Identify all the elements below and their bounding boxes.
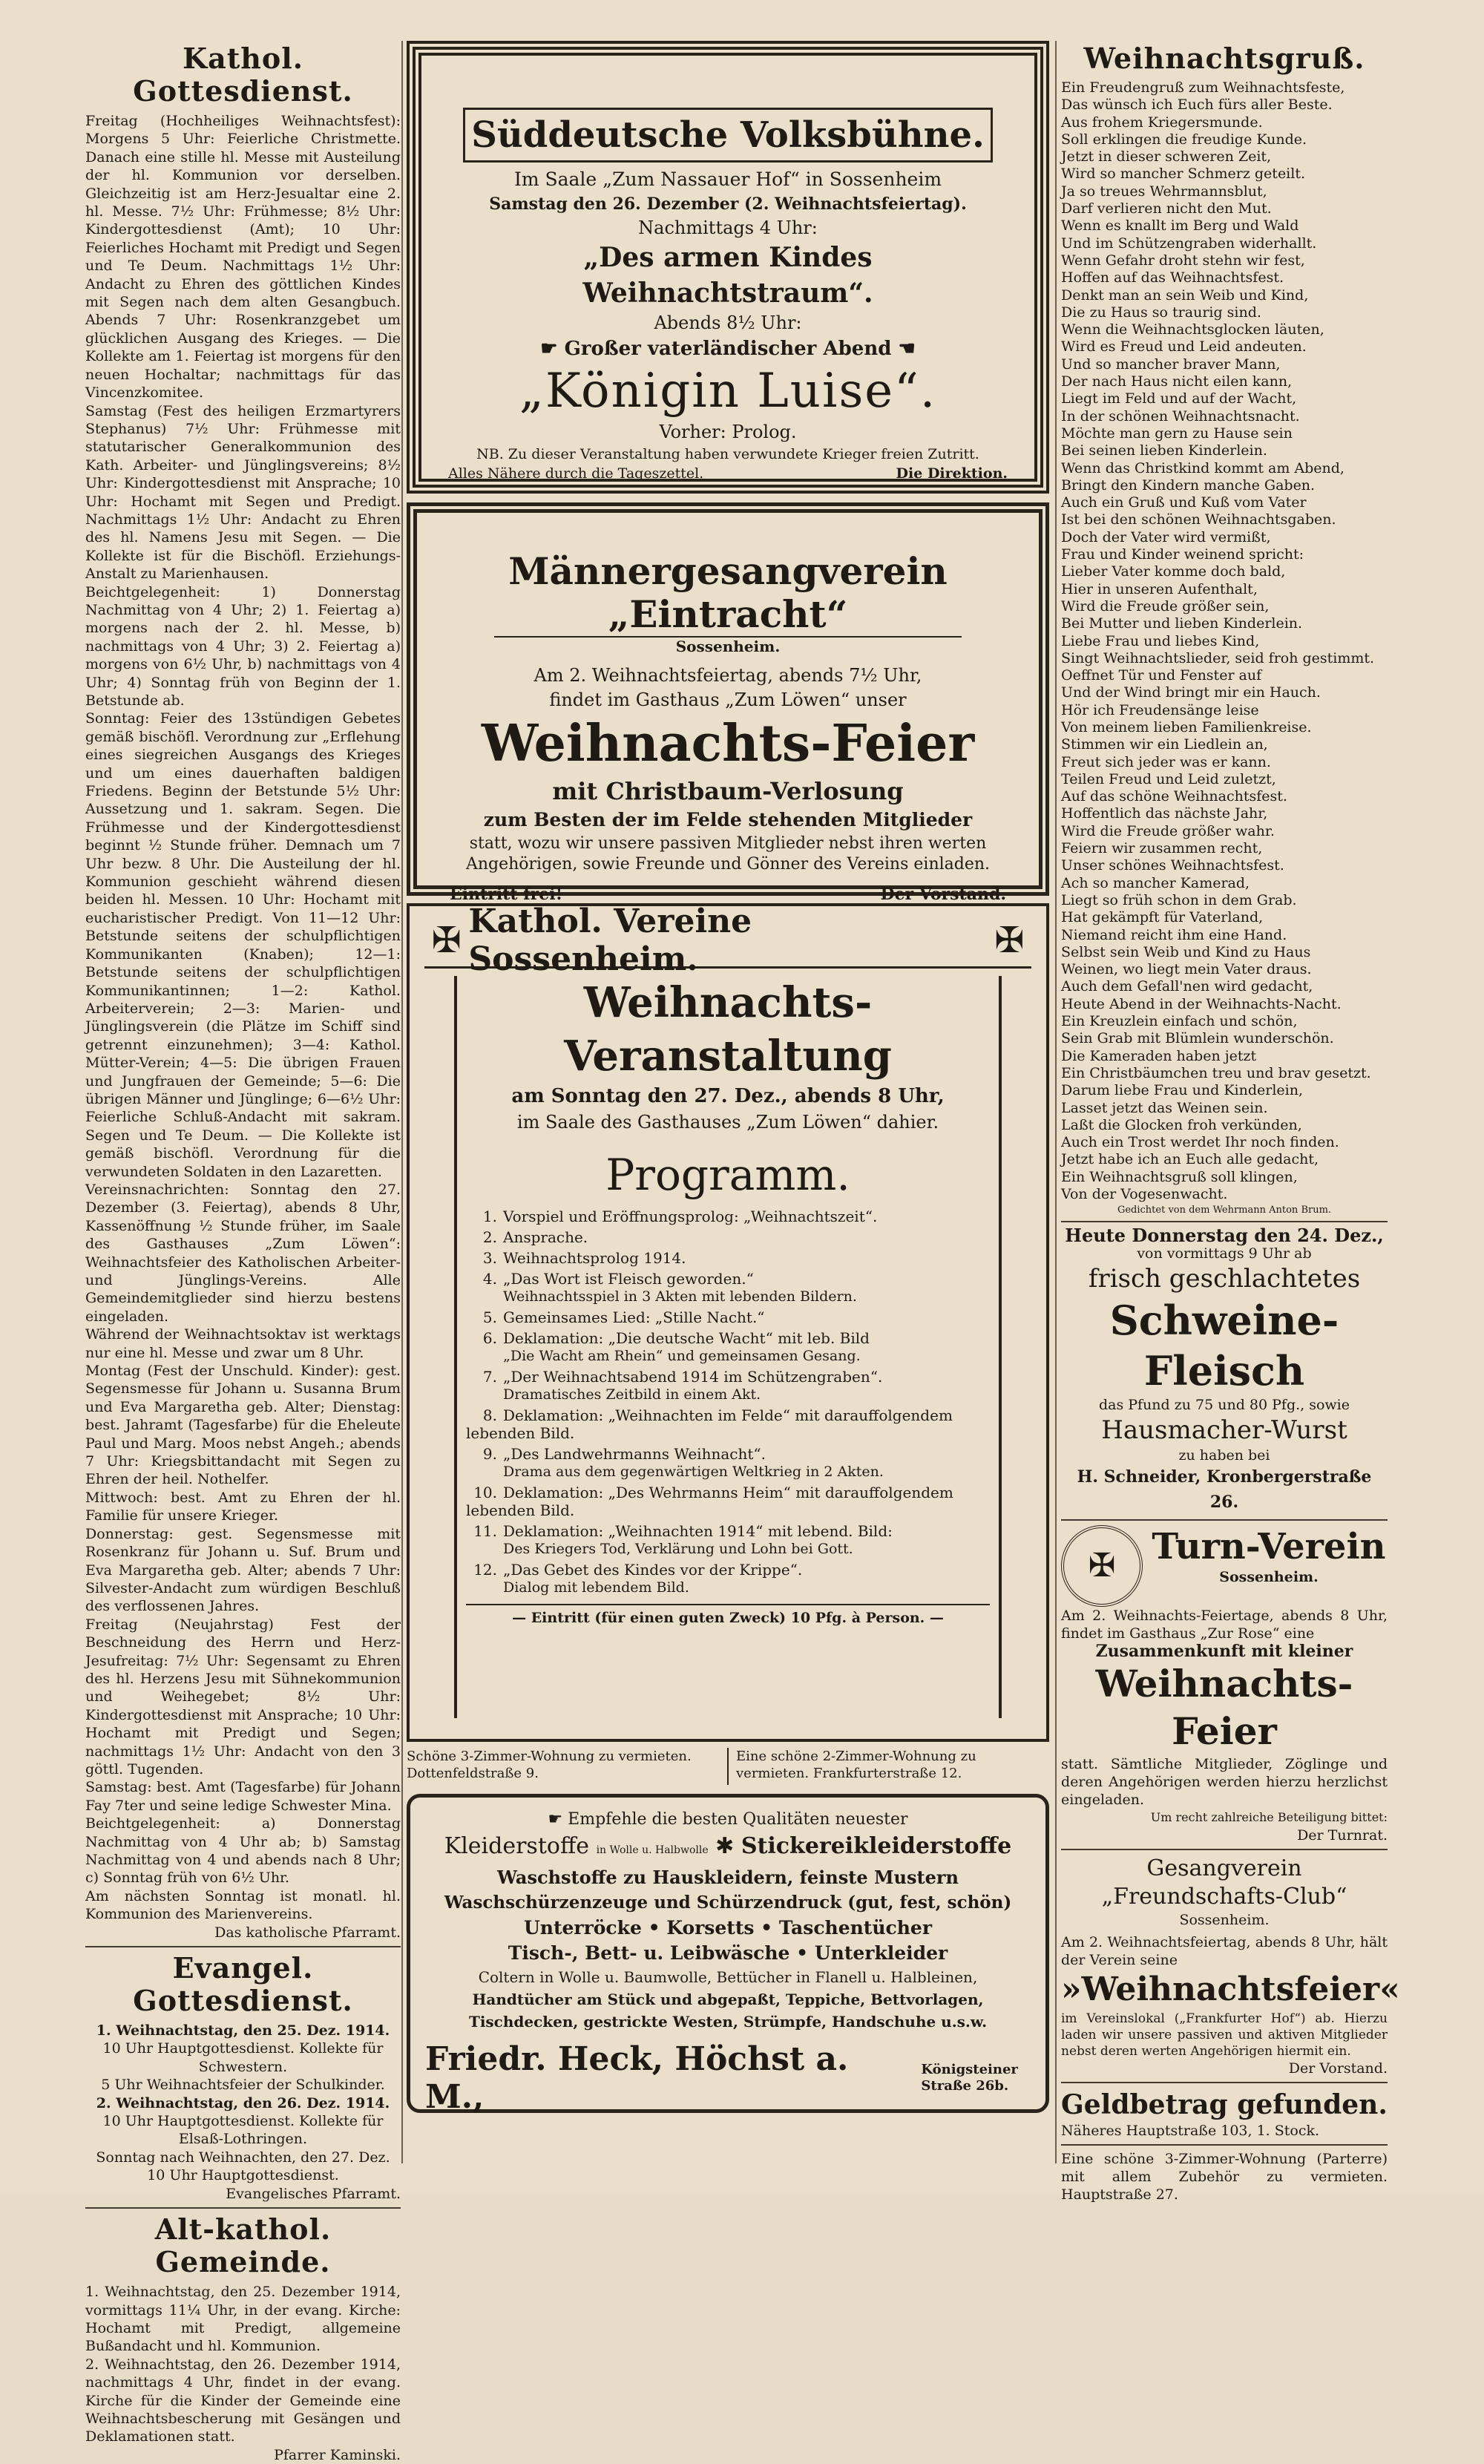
signature: Evangelisches Pfarramt. xyxy=(226,2185,401,2202)
programme-title: „Des Landwehrmanns Weihnacht“. xyxy=(503,1445,766,1463)
hand-pointer-icon: ☛ xyxy=(540,338,565,360)
poem-line: Denkt man an sein Weib und Kind, xyxy=(1061,286,1309,304)
poem-line: Hör ich Freudensänge leise xyxy=(1061,701,1259,718)
programme-subtitle: „Die Wacht am Rhein“ und gemeinsamen Gesang. xyxy=(503,1348,861,1364)
ad-line: zum Besten der im Felde stehenden Mitglieder xyxy=(483,809,973,830)
ad-title: Gesangverein xyxy=(1146,1855,1302,1882)
poem-line: Die zu Haus so traurig sind. xyxy=(1061,304,1261,321)
ad-line: H. Schneider, Kronbergerstraße 26. xyxy=(1077,1467,1372,1513)
poem-line: Ein Freudengruß zum Weihnachtsfeste, xyxy=(1061,79,1345,96)
programme-title: „Der Weihnachtsabend 1914 im Schützengraben“. xyxy=(503,1368,883,1386)
poem-line: Hoffen auf das Weihnachtsfest. xyxy=(1061,269,1284,286)
poem-line: Wird es Freud und Leid andeuten. xyxy=(1061,338,1307,355)
programme-title: „Das Gebet des Kindes vor der Krippe“. xyxy=(503,1561,803,1579)
paragraph: Sonntag: Feier des 13stündigen Gebetes gemäß bischöfl. Verordnung zur „Erflehung eines siegreichen Ausgangs des Krieges und um eines dauerhaften baldigen Friedens. Beginn der Betstunde 5½ Uhr: Aussetzung und 1. sakram. Segen. Die Frühmesse und der Kindergottesdienst beginnt ½ Stunde früher. Demnach um 7 Uhr bezw. 8 Uhr. Die Austeilung der hl. Kommunion geschieht während diesen beiden hl. Messen. 10 Uhr: Hochamt mit eucharistischer Predigt. Von 11—12 Uhr: Betstunde seitens der schulpflichtigen Kommunikanten (Knaben); 12—1: Betstunde seitens der schulpflichtigen Kommunikantinnen; 1—2: Kathol. Arbeiterverein; 2—3: Marien- und Jünglingsverein (die Plätze im Schiff sind getrennt einzunehmen); 3—4: Kathol. Mütter-Verein; 4—5: Die übrigen Frauen und Jungfrauen der Gemeinde; 5—6: Die übrigen Männer und Jünglinge; 6—6½ Uhr: Feierliche Schluß-Andacht mit sakram. Segen und Te Deum. — Die Kollekte ist gemäß bischöfl. Verordnung für die verwundeten Soldaten in den Lazaretten. xyxy=(85,710,401,1180)
paragraph: Samstag (Fest des heiligen Erzmartyrers Stephanus) 7½ Uhr: Frühmesse mit statutarischer Generalkommunion des Kath. Arbeiter- und Jünglingsvereins; 8½ Uhr: Kindergottesdienst mit Ansprache; 10 Uhr: Hochamt mit Segen und Predigt. Nachmittags 1½ Uhr: Andacht zu Ehren des hl. Namens Jesu mit Segen. — Die Kollekte ist für die Bischöfl. Erziehungs-Anstalt zu Marienhausen. xyxy=(85,402,401,583)
programme-item xyxy=(466,1228,990,1246)
ad-line: Am 2. Weihnachtsfeiertag, abends 8 Uhr, hält der Verein seine xyxy=(1061,1934,1388,1969)
poem-line: Doch der Vater wird vermißt, xyxy=(1061,528,1271,545)
poem-line: Bei seinen lieben Kinderlein. xyxy=(1061,442,1267,459)
programme-number: 3. xyxy=(482,1249,497,1267)
programme-number: 7. xyxy=(482,1368,497,1386)
poem-line: Auch ein Gruß und Kuß vom Vater xyxy=(1061,494,1307,511)
divider xyxy=(85,2207,401,2209)
paragraph: 2. Weihnachtstag, den 26. Dezember 1914, nachmittags 4 Uhr, findet in der evang. Kirche für die Kinder der Gemeinde eine Weihnachtsbescherung mit Gesängen und Deklamationen statt. xyxy=(85,2356,401,2445)
programme-item xyxy=(466,1368,990,1403)
ad-header xyxy=(424,902,1031,978)
programme-item xyxy=(466,1270,990,1305)
ad-title: Süddeutsche Volksbühne. xyxy=(463,108,993,163)
programme-title: Deklamation: „Weihnachten 1914“ mit lebend. Bild: xyxy=(503,1522,893,1540)
ad-signature: Der Vorstand. xyxy=(880,885,1006,904)
ad-line: zu haben bei xyxy=(1178,1447,1270,1464)
poem-author: Gedichtet von dem Wehrmann Anton Brum. xyxy=(1117,1205,1332,1216)
ad-line: Sossenheim. xyxy=(494,636,962,655)
signature: Das katholische Pfarramt. xyxy=(214,1924,401,1941)
left-column xyxy=(85,41,401,2463)
programme-number: 6. xyxy=(482,1329,497,1347)
turnverein-ad xyxy=(1061,1525,1388,1844)
ad-big: Schweine-Fleisch xyxy=(1109,1297,1339,1395)
poem-line: Ein Weihnachtsgruß soll klingen, xyxy=(1061,1168,1298,1185)
poem-line: Ist bei den schönen Weihnachtsgaben. xyxy=(1061,511,1336,528)
ad-line-pointing xyxy=(425,1808,1031,1832)
ad-line: — Eintritt (für einen guten Zweck) 10 Pfg. à Person. — xyxy=(512,1610,944,1626)
ad-text: Kleiderstoffe xyxy=(444,1833,590,1859)
ad-line: im Saale des Gasthauses „Zum Löwen“ dahier. xyxy=(516,1112,939,1133)
programme-item xyxy=(466,1561,990,1596)
poem-line: Heute Abend in der Weihnachts-Nacht. xyxy=(1061,995,1342,1012)
programme-subtitle: Des Kriegers Tod, Verklärung und Lohn bei Gott. xyxy=(503,1541,853,1557)
ad-line: Zusammenkunft mit kleiner xyxy=(1095,1642,1353,1662)
poem-line: Hat gekämpft für Vaterland, xyxy=(1061,909,1264,926)
programme-number: 8. xyxy=(482,1406,497,1424)
poem-line: Frau und Kinder weinend spricht: xyxy=(1061,546,1304,563)
ad-line: von vormittags 9 Uhr ab xyxy=(1137,1245,1312,1262)
poem-line: Wird so mancher Schmerz geteilt. xyxy=(1061,166,1306,183)
ad-frame xyxy=(454,976,1002,1718)
divider xyxy=(1061,1221,1388,1222)
poem-line: Wenn das Christkind kommt am Abend, xyxy=(1061,459,1345,476)
ad-line: NB. Zu dieser Veranstaltung haben verwundete Krieger freien Zutritt. xyxy=(476,446,979,462)
paragraph: Beichtgelegenheit: 1) Donnerstag Nachmittag von 4 Uhr; 2) 1. Feiertag a) morgens nach der 2. hl. Messe, b) nachmittags von 4 Uhr; 3) 2. Feiertag a) morgens von 6½ Uhr, b) nachmittags von 4 Uhr; 4) Sonntag früh von Beginn der 1. Betstunde ab. xyxy=(85,583,401,709)
gymnastics-emblem-icon: ✠ xyxy=(1061,1525,1143,1607)
ad-line: Waschschürzenzeuge und Schürzendruck (gut, fest, schön) xyxy=(444,1893,1012,1913)
programme-title: Deklamation: „Weihnachten im Felde“ mit darauffolgendem lebenden Bild. xyxy=(466,1406,953,1442)
ad-line: Am 2. Weihnachts-Feiertage, abends 8 Uhr, findet im Gasthaus „Zur Rose“ eine xyxy=(1061,1608,1388,1642)
ad-line: Tisch-, Bett- u. Leibwäsche • Unterkleider xyxy=(508,1942,948,1964)
poem-line: Ein Kreuzlein einfach und schön, xyxy=(1061,1013,1298,1030)
lost-money-ad xyxy=(1061,2088,1388,2140)
ad-big: Weihnachts-Feier xyxy=(481,714,975,773)
poem-line: Wenn es knallt im Berg und Wald xyxy=(1061,217,1299,235)
programme-subtitle: Dramatisches Zeitbild in einem Akt. xyxy=(503,1386,761,1403)
ad-signature: Die Direktion. xyxy=(896,465,1008,482)
cross-icon: ✠ xyxy=(431,919,462,961)
poem-line: Liebe Frau und liebes Kind, xyxy=(1061,632,1260,649)
ad-title: Kathol. Vereine Sossenheim. xyxy=(468,902,752,978)
programme-list xyxy=(466,1208,990,1596)
ad-title: Männergesangverein „Eintracht“ xyxy=(508,549,948,636)
signature: Pfarrer Kaminski. xyxy=(274,2446,401,2463)
programme-subtitle: Drama aus dem gegenwärtigen Weltkrieg in 2 Akten. xyxy=(503,1464,884,1480)
ad-line: „Des armen Kindes Weihnachtstraum“. xyxy=(582,242,873,309)
programme-item xyxy=(466,1249,990,1267)
poem-line: Die Kameraden haben jetzt xyxy=(1061,1047,1257,1064)
programme-item xyxy=(466,1208,990,1225)
middle-column xyxy=(407,41,1049,2171)
catholic-associations-ad xyxy=(407,903,1049,1742)
paragraph: 1. Weihnachtstag, den 25. Dezember 1914, vormittags 11¼ Uhr, in der evang. Kirche: Hochamt mit Predigt, allgemeine Bußandacht und hl. Kommunion. xyxy=(85,2284,401,2355)
programme-number: 12. xyxy=(473,1561,497,1579)
right-column xyxy=(1061,41,1400,2203)
poem-line: Auch ein Trost werdet Ihr noch finden. xyxy=(1061,1134,1339,1151)
poem-line: Und im Schützengraben widerhallt. xyxy=(1061,235,1317,252)
ad-text: Alles Nähere durch die Tageszettel. xyxy=(448,465,704,482)
poem-line: Selbst sein Weib und Kind zu Haus xyxy=(1061,943,1311,960)
ad-line: frisch geschlachtetes xyxy=(1088,1264,1361,1294)
small-ads-row xyxy=(407,1748,1049,1785)
poem-line: Lieber Vater komme doch bald, xyxy=(1061,563,1286,580)
poem-line: Weinen, wo liegt mein Vater draus. xyxy=(1061,961,1312,978)
ad-text: in Wolle u. Halbwolle xyxy=(596,1844,709,1856)
poem-line: Hoffentlich das nächste Jahr, xyxy=(1061,805,1268,822)
ad-line: mit Christbaum-Verlosung xyxy=(552,777,904,805)
catholic-service-heading: Kathol. Gottesdienst. xyxy=(133,42,353,108)
programme-number: 2. xyxy=(482,1228,497,1246)
cross-icon: ✠ xyxy=(994,919,1025,961)
old-catholic-text xyxy=(85,2283,401,2464)
ad-line: statt. Sämtliche Mitglieder, Zöglinge und deren Angehörigen werden hierzu herzlichst eingeladen. xyxy=(1061,1756,1388,1809)
divider xyxy=(85,1946,401,1947)
poem-line: Teilen Freud und Leid zuletzt, xyxy=(1061,770,1276,787)
catholic-service-text xyxy=(85,112,401,1942)
poem-line: Von meinem lieben Familienkreise. xyxy=(1061,718,1312,735)
paragraph: 5 Uhr Weihnachtsfeier der Schulkinder. xyxy=(101,2077,385,2094)
poem-line: Sein Grab mit Blümlein wunderschön. xyxy=(1061,1030,1334,1047)
paragraph: Freitag (Hochheiliges Weihnachtsfest): Morgens 5 Uhr: Feierliche Christmette. Danach eine stille hl. Messe mit Austeilung der hl. Kommunion vor derselben. Gleichzeitig ist am Herz-Jesualtar eine 2. hl. Messe. 7½ Uhr: Frühmesse; 8½ Uhr: Kindergottesdienst (Amt); 10 Uhr: Feierliches Hochamt mit Predigt und Segen und Te Deum. Nachmittags 1½ Uhr: Andacht zu Ehren des göttlichen Kindes mit Segen nach dem alten Gesangbuch. Abends 7 Uhr: Rosenkranzgebet um glücklichen Ausgang des Krieges. — Die Kollekte am 1. Feiertag ist morgens für den neuen Hochaltar; nachmittags für das Vincenzkomitee. xyxy=(85,113,401,402)
divider xyxy=(1061,2144,1388,2146)
poem-line: Und so mancher braver Mann, xyxy=(1061,355,1281,373)
ad-big: Weihnachts-Feier xyxy=(1095,1662,1353,1754)
ad-title: Turn-Verein xyxy=(1152,1526,1386,1568)
poem-line: Feiern wir zusammen recht, xyxy=(1061,840,1263,857)
ad-line-pointing xyxy=(448,335,1008,363)
programme-item xyxy=(466,1406,990,1442)
paragraph: Samstag: best. Amt (Tagesfarbe) für Johann Fay 7ter und seine ledige Schwester Mina. xyxy=(85,1779,401,1814)
programme-title: Deklamation: „Des Wehrmanns Heim“ mit darauffolgendem lebenden Bild. xyxy=(466,1484,953,1519)
ad-header-text xyxy=(1150,1525,1388,1586)
poem-heading: Weihnachtsgruß. xyxy=(1083,42,1365,75)
programme-item xyxy=(466,1522,990,1558)
poem-line: Und der Wind bringt mir ein Hauch. xyxy=(1061,684,1321,701)
ad-line: findet im Gasthaus „Zum Löwen“ unser xyxy=(549,689,907,710)
small-ad: Eine schöne 2-Zimmer-Wohnung zu vermieten. Frankfurterstraße 12. xyxy=(736,1749,976,1781)
ad-line: Unterröcke • Korsetts • Taschentücher xyxy=(523,1917,932,1939)
ad-footer xyxy=(448,464,1008,483)
paragraph: Mittwoch: best. Amt zu Ehren der hl. Familie für unsere Krieger. xyxy=(85,1489,401,1524)
programme-number: 10. xyxy=(473,1484,497,1501)
poem-line: Niemand reicht ihm eine Hand. xyxy=(1061,926,1287,943)
divider xyxy=(1061,2082,1388,2083)
ad-text: Großer vaterländischer Abend xyxy=(564,338,892,360)
poem-line: Jetzt habe ich an Euch alle gedacht, xyxy=(1061,1151,1319,1168)
poem-line: Aus frohem Kriegersmunde. xyxy=(1061,114,1263,131)
paragraph: Sonntag nach Weihnachten, den 27. Dez. 10 Uhr Hauptgottesdienst. xyxy=(96,2149,390,2184)
ad-title: „Freundschafts-Club“ xyxy=(1101,1884,1347,1910)
ad-line: Waschstoffe zu Hauskleidern, feinste Mustern xyxy=(497,1867,959,1888)
poem-line: In der schönen Weihnachtsnacht. xyxy=(1061,407,1300,425)
ad-line: Im Saale „Zum Nassauer Hof“ in Sossenheim xyxy=(513,168,942,190)
programme-title: Vorspiel und Eröffnungsprolog: „Weihnachtszeit“. xyxy=(503,1208,878,1225)
ad-text: Eintritt frei! xyxy=(450,885,563,904)
hand-pointer-icon: ☚ xyxy=(891,338,916,360)
poem-line: Wird die Freude größer sein, xyxy=(1061,597,1270,615)
ad-line: am Sonntag den 27. Dez., abends 8 Uhr, xyxy=(511,1085,945,1107)
programme-number: 9. xyxy=(482,1445,497,1463)
ad-business-name: Friedr. Heck, Höchst a. M., xyxy=(425,2040,849,2116)
ad-address: Königsteiner Straße 26b. xyxy=(921,2062,1018,2094)
programme-item xyxy=(466,1445,990,1481)
poem-line: Darum liebe Frau und Kinderlein, xyxy=(1061,1082,1303,1099)
programme-title: Ansprache. xyxy=(503,1228,588,1246)
programme-item xyxy=(466,1308,990,1326)
programme-title: Deklamation: „Die deutsche Wacht“ mit leb. Bild xyxy=(503,1329,870,1347)
ad-line: das Pfund zu 75 und 80 Pfg., sowie xyxy=(1098,1397,1350,1414)
ad-line: Sossenheim. xyxy=(1179,1912,1270,1929)
ad-line: Coltern in Wolle u. Baumwolle, Bettücher in Flanell u. Halbleinen, xyxy=(478,1968,978,1986)
ad-line: Hausmacher-Wurst xyxy=(1101,1415,1347,1446)
poem-line: Oeffnet Tür und Fenster auf xyxy=(1061,667,1262,684)
ad-big: Weihnachts-Veranstaltung xyxy=(564,978,892,1081)
poem-line: Möchte man gern zu Hause sein xyxy=(1061,425,1293,442)
ad-line: im Vereinslokal („Frankfurter Hof“) ab. Hierzu laden wir unsere passiven und aktiven Mitglieder nebst deren werten Angehörigen hiermit ein. xyxy=(1061,2011,1388,2060)
programme-item xyxy=(466,1329,990,1365)
ad-text: Empfehle die besten Qualitäten neuester xyxy=(568,1810,908,1829)
evangelical-service-heading: Evangel. Gottesdienst. xyxy=(133,1951,353,2018)
ad-footer xyxy=(425,2040,1031,2116)
poem-line: Stimmen wir ein Liedlein an, xyxy=(1061,736,1268,753)
paragraph: Montag (Fest der Unschuld. Kinder): gest. Segensmesse für Johann u. Susanna Brum und Eva Margaretha geb. Alter; Dienstag: best. Jahramt (Tagesfarbe) für die Eheleute Paul und Marg. Moos nebst Angeh.; abends 7 Uhr: Kriegsbittandacht mit Segen zu Ehren der heil. Nothelfer. xyxy=(85,1363,401,1488)
poem-line: Bei Mutter und lieben Kinderlein. xyxy=(1061,615,1303,632)
programme-subtitle: Dialog mit lebendem Bild. xyxy=(503,1579,689,1596)
volksbuehne-ad xyxy=(407,41,1049,494)
column-rule-right xyxy=(1055,41,1057,2163)
poem-line: Lasset jetzt das Weinen sein. xyxy=(1061,1099,1268,1116)
paragraph: Beichtgelegenheit: a) Donnerstag Nachmittag von 4 Uhr ab; b) Samstag Nachmittag von 4 und abends nach 8 Uhr; c) Sonntag früh von 6½ Uhr. xyxy=(85,1815,401,1887)
ad-line: Nachmittags 4 Uhr: xyxy=(638,217,818,238)
programme-title: „Das Wort ist Fleisch geworden.“ xyxy=(503,1270,754,1288)
ad-signature: Der Vorstand. xyxy=(1288,2060,1388,2077)
poem-line: Hier in unseren Aufenthalt, xyxy=(1061,580,1258,597)
paragraph: Während der Weihnachtsoktav ist werktags nur eine hl. Messe und zwar um 8 Uhr. xyxy=(85,1326,401,1361)
poem-line: Freut sich jeder was er kann. xyxy=(1061,753,1271,770)
programme-number: 5. xyxy=(482,1308,497,1326)
ad-line: Abends 8½ Uhr: xyxy=(654,312,802,333)
programme-number: 4. xyxy=(482,1270,497,1288)
paragraph: 2. Weihnachtstag, den 26. Dez. 1914. xyxy=(96,2094,390,2111)
poem-line: Wenn Gefahr droht stehn wir fest, xyxy=(1061,252,1305,269)
poem-line: Liegt so früh schon in dem Grab. xyxy=(1061,891,1297,908)
paragraph: Donnerstag: gest. Segensmesse mit Rosenkranz für Johann u. Suf. Brum und Eva Margaretha geb. Alter; abends 7 Uhr: Silvester-Andacht zum würdigen Beschluß des verflossenen Jahres. xyxy=(85,1525,401,1615)
poem-line: Singt Weihnachtslieder, seid froh gestimmt. xyxy=(1061,649,1375,666)
ad-line: „Königin Luise“. xyxy=(519,364,937,419)
programme-item xyxy=(466,1484,990,1519)
poem-line: Das wünsch ich Euch fürs aller Beste. xyxy=(1061,96,1333,114)
programme-subtitle: Weihnachtsspiel in 3 Akten mit lebenden Bildern. xyxy=(503,1288,857,1305)
poem-line: Von der Vogesenwacht. xyxy=(1061,1186,1228,1202)
butcher-ad xyxy=(1061,1227,1388,1515)
heck-textiles-ad xyxy=(407,1794,1049,2116)
ad-title: Geldbetrag gefunden. xyxy=(1061,2089,1388,2121)
ad-signature: Der Turnrat. xyxy=(1297,1827,1388,1844)
poem xyxy=(1061,79,1388,1203)
programme-title: Weihnachtsprolog 1914. xyxy=(503,1249,686,1267)
poem-line: Ja so treues Wehrmannsblut, xyxy=(1061,183,1267,200)
ad-header xyxy=(1061,1525,1388,1607)
ad-text: Stickereikleiderstoffe xyxy=(741,1833,1012,1859)
poem-line: Laßt die Glocken froh verkünden, xyxy=(1061,1116,1302,1133)
poem-line: Ach so mancher Kamerad, xyxy=(1061,874,1250,891)
paragraph: 1. Weihnachtstag, den 25. Dez. 1914. xyxy=(96,2022,390,2039)
poem-line: Bringt den Kindern manche Gaben. xyxy=(1061,476,1316,494)
poem-line: Soll erklingen die freudige Kunde. xyxy=(1061,131,1307,148)
apartment-ad: Eine schöne 3-Zimmer-Wohnung (Parterre) mit allem Zubehör zu vermieten. Hauptstraße 27. xyxy=(1061,2151,1388,2203)
ad-line: Um recht zahlreiche Beteiligung bittet: xyxy=(1150,1810,1388,1825)
poem-line: Wenn die Weihnachtsglocken läuten, xyxy=(1061,321,1324,338)
poem-line: Auch dem Gefall'nen wird gedacht, xyxy=(1061,978,1313,995)
poem-line: Liegt im Feld und auf der Wacht, xyxy=(1061,390,1297,407)
paragraph: Am nächsten Sonntag ist monatl. hl. Kommunion des Marienvereins. xyxy=(85,1887,401,1923)
poem-line: Auf das schöne Weihnachtsfest. xyxy=(1061,788,1287,805)
eintracht-ad xyxy=(407,502,1049,904)
ad-line: Sossenheim. xyxy=(1219,1569,1319,1586)
ad-line: Samstag den 26. Dezember (2. Weihnachtsfeiertag). xyxy=(489,194,967,214)
ad-line: Kleiderstoffe in Wolle u. Halbwolle ✱ Stickereikleiderstoffe xyxy=(444,1833,1012,1859)
poem-line: Ein Christbäumchen treu und brav gesetzt. xyxy=(1061,1064,1371,1081)
ad-line: Heute Donnerstag den 24. Dez., xyxy=(1065,1225,1384,1247)
ad-line: Handtücher am Stück und abgepaßt, Teppiche, Bettvorlagen, xyxy=(472,1990,984,2008)
paragraph: 10 Uhr Hauptgottesdienst. Kollekte für Elsaß-Lothringen. xyxy=(102,2113,384,2148)
poem-line: Jetzt in dieser schweren Zeit, xyxy=(1061,148,1272,166)
paragraph: Freitag (Neujahrstag) Fest der Beschneidung des Herrn und Herz-Jesufreitag: 7½ Uhr: Segensamt zu Ehren des hl. Herzens Jesu mit Sühnekommunion und Weihegebet; 8½ Uhr: Kindergottesdienst mit Ansprache; 10 Uhr: Hochamt mit Predigt und Segen; nachmittags 1½ Uhr: Andacht von den 3 göttl. Tugenden. xyxy=(85,1616,401,1777)
programme-number: 11. xyxy=(473,1522,497,1540)
programme-number: 1. xyxy=(482,1208,497,1225)
evangelical-service-text xyxy=(85,2022,401,2203)
divider xyxy=(1061,1519,1388,1521)
divider xyxy=(1061,1849,1388,1850)
poem-line: Wird die Freude größer wahr. xyxy=(1061,822,1275,839)
ad-line: Am 2. Weihnachtsfeiertag, abends 7½ Uhr, xyxy=(533,665,922,686)
programme-heading: Programm. xyxy=(605,1150,850,1200)
freundschaftsclub-ad xyxy=(1061,1855,1400,2077)
programme-title: Gemeinsames Lied: „Stille Nacht.“ xyxy=(503,1308,765,1326)
poem-line: Darf verlieren nicht den Mut. xyxy=(1061,200,1272,217)
paragraph: Vereinsnachrichten: Sonntag den 27. Dezember (3. Feiertag), abends 8 Uhr, Kassenöffnung ½ Stunde früher, im Saale des Gasthauses „Zum Löwen“: Weihnachtsfeier des Katholischen Arbeiter- und Jünglings-Vereins. Alle Gemeindemitglieder sind hierzu bestens eingeladen. xyxy=(85,1181,401,1325)
hand-pointer-icon: ☛ xyxy=(548,1810,568,1829)
column-rule-left xyxy=(401,41,403,2163)
small-ad: Schöne 3-Zimmer-Wohnung zu vermieten. Dottenfeldstraße 9. xyxy=(407,1748,729,1785)
ad-line: statt, wozu wir unsere passiven Mitglieder nebst ihren werten Angehörigen, sowie Freunde und Gönner des Vereins einladen. xyxy=(465,834,991,874)
ad-line: Näheres Hauptstraße 103, 1. Stock. xyxy=(1061,2123,1320,2140)
poem-line: Unser schönes Weihnachtsfest. xyxy=(1061,857,1284,874)
old-catholic-heading: Alt-kathol. Gemeinde. xyxy=(154,2212,332,2279)
ad-big: »Weihnachtsfeier« xyxy=(1061,1970,1400,2009)
poem-line: Der nach Haus nicht eilen kann, xyxy=(1061,373,1293,390)
paragraph: 10 Uhr Hauptgottesdienst. Kollekte für Schwestern. xyxy=(102,2040,384,2075)
ad-line: Tischdecken, gestrickte Westen, Strümpfe, Handschuhe u.s.w. xyxy=(468,2013,988,2031)
ad-line: Vorher: Prolog. xyxy=(659,422,797,442)
